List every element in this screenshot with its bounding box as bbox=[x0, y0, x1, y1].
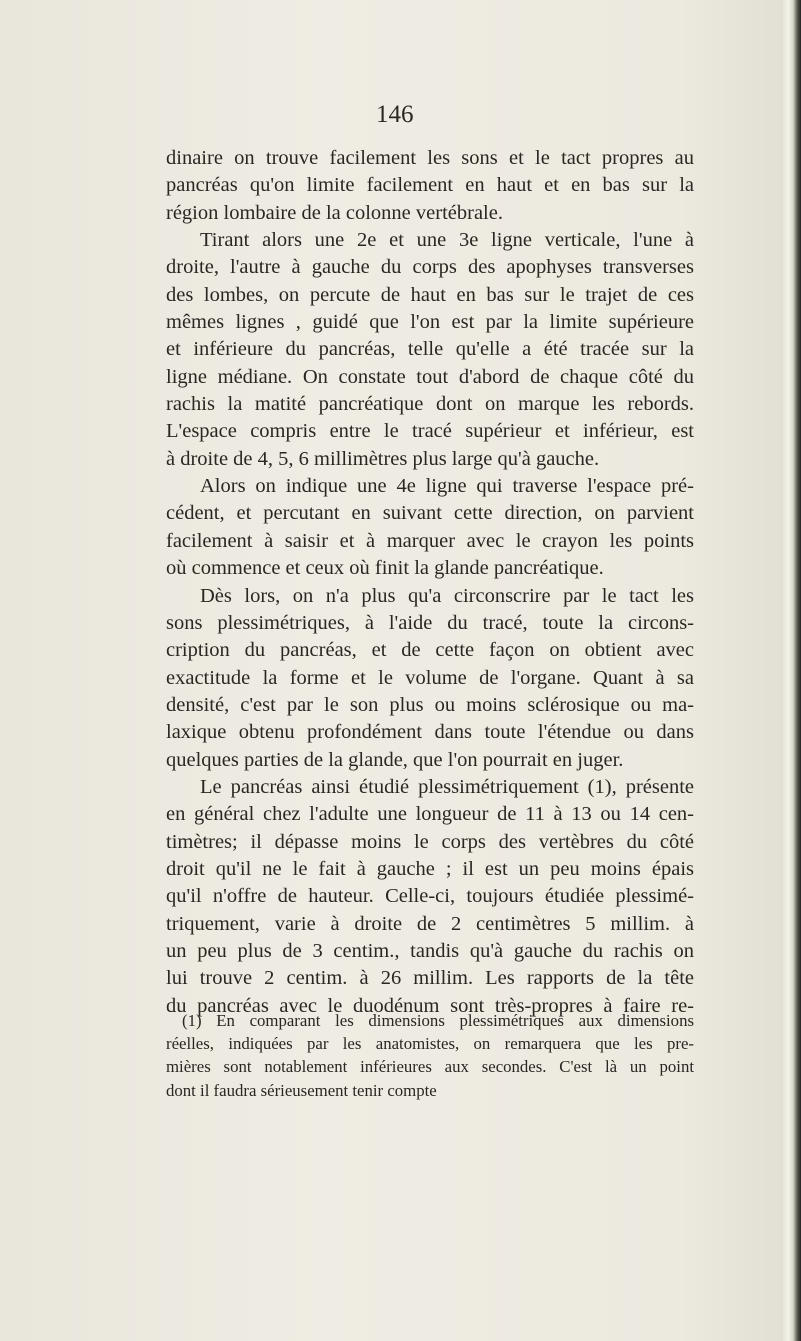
text-line: Tirant alors une 2e et une 3e ligne verticale, l'une à bbox=[200, 229, 694, 252]
footnote-line: réelles, indiquées par les anatomistes, on remarquera que les pre- bbox=[166, 1034, 694, 1054]
text-line: L'espace compris entre le tracé supérieur et inférieur, est bbox=[166, 420, 694, 443]
text-line: Alors on indique une 4e ligne qui traverse l'espace pré- bbox=[200, 475, 694, 498]
text-line: qu'il n'offre de hauteur. Celle-ci, toujours étudiée plessimé- bbox=[166, 885, 694, 908]
text-line: pancréas qu'on limite facilement en haut et en bas sur la bbox=[166, 174, 694, 197]
text-line: timètres; il dépasse moins le corps des vertèbres du côté bbox=[166, 830, 694, 853]
text-line: du pancréas avec le duodénum sont très-propres à faire re- bbox=[166, 994, 694, 1017]
page-number: 146 bbox=[376, 101, 414, 128]
text-line: quelques parties de la glande, que l'on pourrait en juger. bbox=[166, 748, 624, 771]
text-line: rachis la matité pancréatique dont on marque les rebords. bbox=[166, 393, 694, 416]
text-line: Le pancréas ainsi étudié plessimétriquement (1), présente bbox=[200, 775, 694, 798]
text-line: cédent, et percutant en suivant cette direction, on parvient bbox=[166, 502, 694, 525]
text-line: facilement à saisir et à marquer avec le crayon les points bbox=[166, 529, 694, 552]
text-line: densité, c'est par le son plus ou moins sclérosique ou ma- bbox=[166, 693, 694, 716]
text-line: lui trouve 2 centim. à 26 millim. Les rapports de la tête bbox=[166, 967, 694, 990]
text-line: cription du pancréas, et de cette façon on obtient avec bbox=[166, 639, 694, 662]
footnote-line: dont il faudra sérieusement tenir compte bbox=[166, 1080, 437, 1100]
page-binding-edge bbox=[783, 0, 801, 1341]
text-line: triquement, varie à droite de 2 centimètres 5 millim. à bbox=[166, 912, 694, 935]
text-line: et inférieure du pancréas, telle qu'elle a été tracée sur la bbox=[166, 338, 694, 361]
text-line: mêmes lignes , guidé que l'on est par la limite supérieure bbox=[166, 311, 694, 334]
body-text bbox=[166, 145, 694, 1020]
footnote-line: mières sont notablement inférieures aux secondes. C'est là un point bbox=[166, 1057, 694, 1077]
text-line: sons plessimétriques, à l'aide du tracé, toute la circons- bbox=[166, 611, 694, 634]
text-line: à droite de 4, 5, 6 millimètres plus large qu'à gauche. bbox=[166, 447, 600, 470]
footnote-line: (1) En comparant les dimensions plessimétriques aux dimensions bbox=[182, 1011, 694, 1030]
footnote bbox=[166, 1009, 694, 1102]
text-line: laxique obtenu profondément dans toute l'étendue ou dans bbox=[166, 721, 694, 744]
text-line: des lombes, on percute de haut en bas sur le trajet de ces bbox=[166, 283, 694, 306]
text-line: région lombaire de la colonne vertébrale. bbox=[166, 201, 503, 224]
text-line: en général chez l'adulte une longueur de 11 à 13 ou 14 cen- bbox=[166, 803, 694, 826]
text-line: droite, l'autre à gauche du corps des apophyses transverses bbox=[166, 256, 694, 279]
text-line: exactitude la forme et le volume de l'organe. Quant à sa bbox=[166, 666, 694, 689]
text-line: où commence et ceux où finit la glande pancréatique. bbox=[166, 557, 604, 580]
text-line: ligne médiane. On constate tout d'abord de chaque côté du bbox=[166, 365, 694, 388]
text-line: droit qu'il ne le fait à gauche ; il est un peu moins épais bbox=[166, 857, 694, 880]
text-line: un peu plus de 3 centim., tandis qu'à gauche du rachis on bbox=[166, 939, 694, 962]
text-line: dinaire on trouve facilement les sons et le tact propres au bbox=[166, 147, 694, 169]
text-line: Dès lors, on n'a plus qu'a circonscrire par le tact les bbox=[200, 584, 694, 607]
